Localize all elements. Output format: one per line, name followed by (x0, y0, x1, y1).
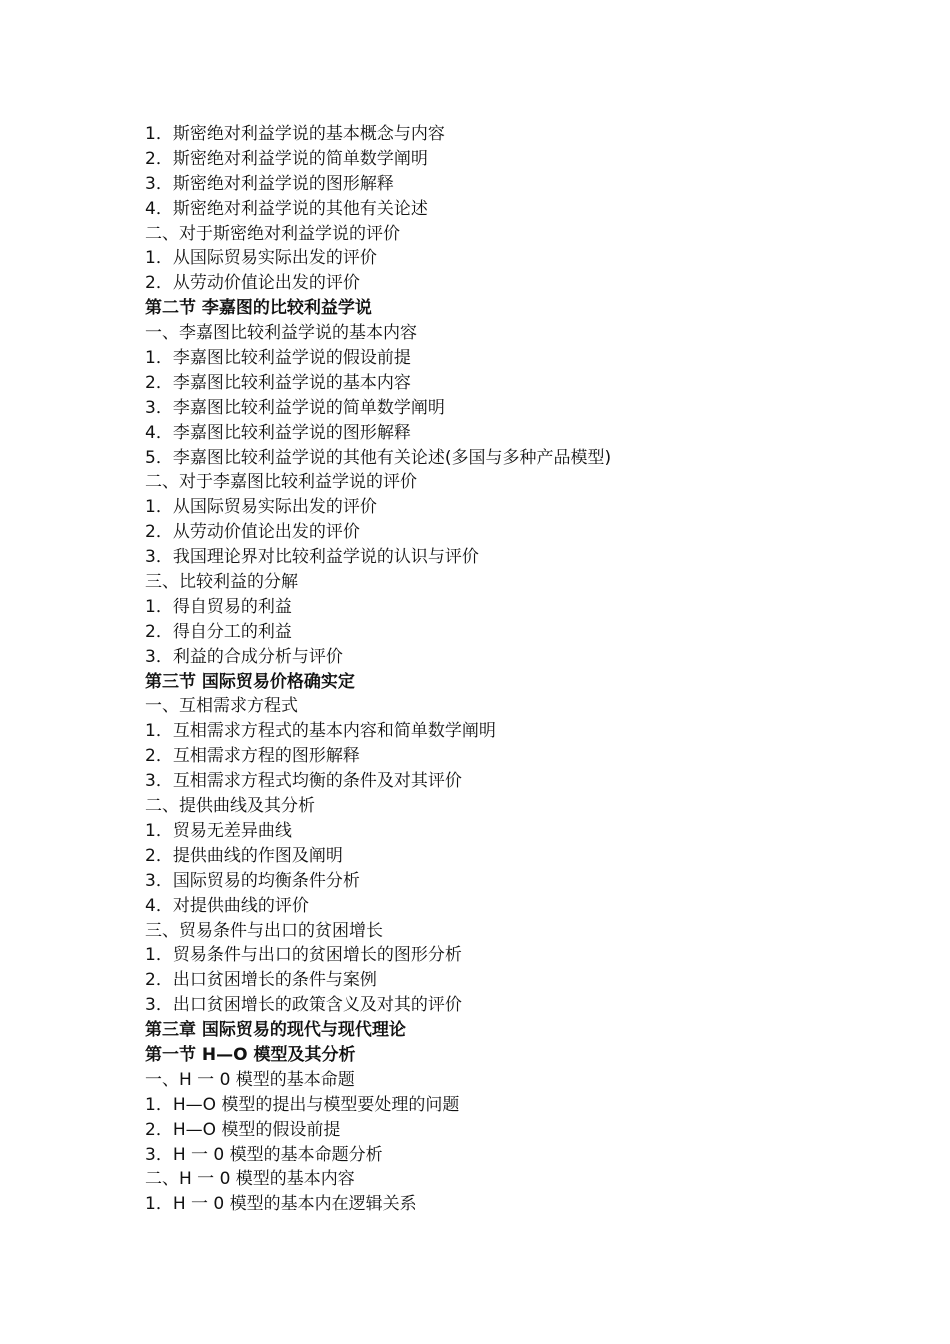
section-heading: 第一节 H—O 模型及其分析 (145, 1044, 356, 1065)
outline-item: 2．斯密绝对利益学说的简单数学阐明 (145, 148, 428, 169)
outline-item: 二、对于李嘉图比较利益学说的评价 (145, 472, 417, 493)
outline-item: 2．互相需求方程的图形解释 (145, 746, 360, 767)
outline-item: 二、H 一 0 模型的基本内容 (145, 1169, 355, 1190)
outline-item: 3．利益的合成分析与评价 (145, 646, 343, 667)
outline-item: 1．李嘉图比较利益学说的假设前提 (145, 348, 411, 369)
outline-item: 2．H—O 模型的假设前提 (145, 1119, 341, 1140)
outline-item: 2．李嘉图比较利益学说的基本内容 (145, 372, 411, 393)
section-heading: 第三章 国际贸易的现代与现代理论 (145, 1020, 406, 1041)
outline-item: 3．出口贫困增长的政策含义及对其的评价 (145, 995, 462, 1016)
outline-item: 3．我国理论界对比较利益学说的认识与评价 (145, 547, 479, 568)
outline-item: 5．李嘉图比较利益学说的其他有关论述(多国与多种产品模型) (145, 447, 612, 468)
outline-item: 3．李嘉图比较利益学说的简单数学阐明 (145, 397, 445, 418)
outline-item: 一、互相需求方程式 (145, 696, 298, 717)
section-heading: 第二节 李嘉图的比较利益学说 (145, 298, 372, 319)
outline-item: 1．贸易条件与出口的贫困增长的图形分析 (145, 945, 462, 966)
outline-item: 1．得自贸易的利益 (145, 596, 292, 617)
outline-item: 2．提供曲线的作图及阐明 (145, 845, 343, 866)
outline-item: 一、李嘉图比较利益学说的基本内容 (145, 323, 417, 344)
document-body (145, 122, 865, 1217)
outline-item: 2．出口贫困增长的条件与案例 (145, 970, 377, 991)
outline-item: 1．H—O 模型的提出与模型要处理的问题 (145, 1094, 460, 1115)
outline-item: 2．得自分工的利益 (145, 621, 292, 642)
outline-item: 1．互相需求方程式的基本内容和简单数学阐明 (145, 721, 496, 742)
section-heading: 第三节 国际贸易价格确实定 (145, 671, 355, 692)
outline-item: 2．从劳动价值论出发的评价 (145, 273, 360, 294)
outline-item: 3．斯密绝对利益学说的图形解释 (145, 173, 394, 194)
outline-item: 1．从国际贸易实际出发的评价 (145, 248, 377, 269)
outline-item: 4．李嘉图比较利益学说的图形解释 (145, 422, 411, 443)
outline-item: 三、贸易条件与出口的贫困增长 (145, 920, 383, 941)
outline-item: 1．贸易无差异曲线 (145, 820, 292, 841)
outline-item: 2．从劳动价值论出发的评价 (145, 522, 360, 543)
outline-item: 4．斯密绝对利益学说的其他有关论述 (145, 198, 428, 219)
outline-item: 二、提供曲线及其分析 (145, 796, 315, 817)
outline-item: 一、H 一 0 模型的基本命题 (145, 1069, 355, 1090)
outline-item: 3．互相需求方程式均衡的条件及对其评价 (145, 771, 462, 792)
outline-item: 1．斯密绝对利益学说的基本概念与内容 (145, 124, 445, 144)
outline-item: 3．国际贸易的均衡条件分析 (145, 870, 360, 891)
outline-item: 二、对于斯密绝对利益学说的评价 (145, 223, 400, 244)
outline-item: 4．对提供曲线的评价 (145, 895, 309, 916)
outline-item: 1．从国际贸易实际出发的评价 (145, 497, 377, 518)
outline-item: 1．H 一 0 模型的基本内在逻辑关系 (145, 1194, 417, 1215)
outline-item: 三、比较利益的分解 (145, 572, 298, 593)
outline-item: 3．H 一 0 模型的基本命题分析 (145, 1144, 383, 1165)
